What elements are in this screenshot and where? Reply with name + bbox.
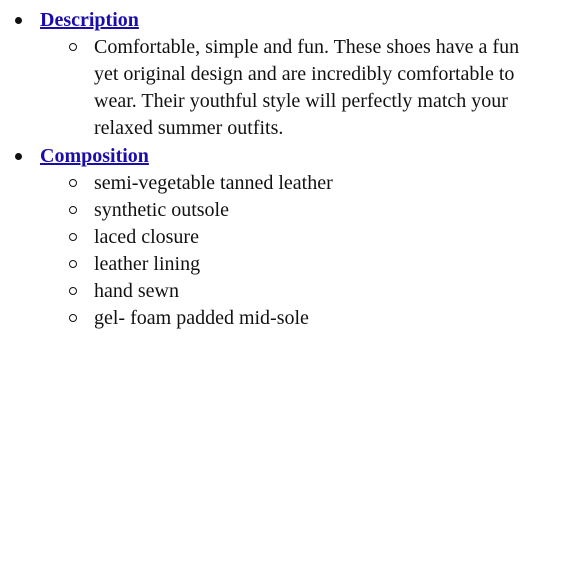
list-item xyxy=(0,170,580,197)
list-item xyxy=(0,251,580,278)
description-text: Comfortable, simple and fun. These shoes have a fun yet original design and are incredibly comfortable to wear. Their youthful style will perfectly match your relaxed summer outfits. xyxy=(94,36,520,139)
bullet-disc-icon xyxy=(15,17,22,24)
product-details-list xyxy=(0,6,580,332)
composition-list xyxy=(0,170,580,332)
bullet-circle-icon xyxy=(69,314,77,322)
list-item xyxy=(0,197,580,224)
section-header xyxy=(0,6,580,34)
bullet-disc-icon xyxy=(15,153,22,160)
bullet-circle-icon xyxy=(69,233,77,241)
description-link[interactable]: Description xyxy=(40,9,139,31)
bullet-circle-icon xyxy=(69,43,77,51)
section-description xyxy=(0,6,580,142)
composition-item-text: synthetic outsole xyxy=(94,199,229,221)
description-list xyxy=(0,34,580,142)
list-item xyxy=(0,224,580,251)
list-item xyxy=(0,34,580,142)
composition-item-text: semi-vegetable tanned leather xyxy=(94,172,333,194)
composition-item-text: laced closure xyxy=(94,226,199,248)
bullet-circle-icon xyxy=(69,206,77,214)
list-item xyxy=(0,278,580,305)
bullet-circle-icon xyxy=(69,179,77,187)
composition-item-text: hand sewn xyxy=(94,280,179,302)
bullet-circle-icon xyxy=(69,260,77,268)
bullet-circle-icon xyxy=(69,287,77,295)
composition-item-text: gel- foam padded mid-sole xyxy=(94,307,309,329)
section-composition xyxy=(0,142,580,332)
composition-item-text: leather lining xyxy=(94,253,201,275)
list-item xyxy=(0,305,580,332)
section-header xyxy=(0,142,580,170)
composition-link[interactable]: Composition xyxy=(40,145,149,167)
